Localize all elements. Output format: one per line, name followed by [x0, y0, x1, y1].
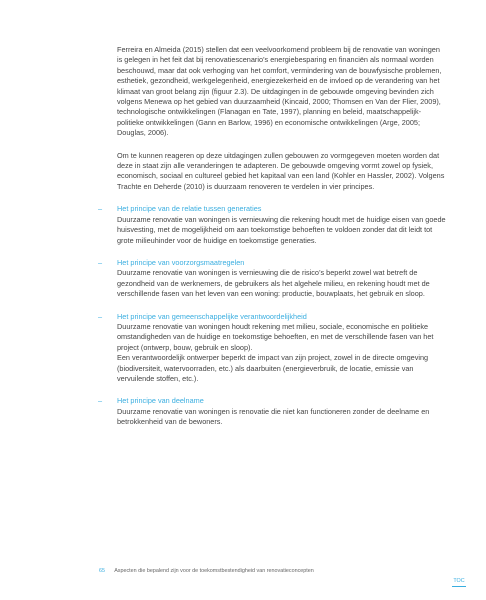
- dash-bullet: –: [98, 204, 103, 214]
- principle-body: Duurzame renovatie van woningen is vernieuwing die de risico’s beperkt zowel wat betreft de gezondheid van de werknemers, de gebruikers als het algehele milieu, en rekening houdt met de verschillende fasen van het leven van een woning: productie, bouwplaats, het gebruik en sloop.: [117, 268, 430, 299]
- dash-bullet: –: [98, 257, 103, 267]
- dash-bullet: –: [98, 396, 103, 406]
- page-footer: [99, 567, 314, 575]
- principle-heading: Het principe van voorzorgsmaatregelen: [117, 257, 245, 267]
- paragraph: Om te kunnen reageren op deze uitdagingen zullen gebouwen zo vormgegeven moeten worden dat deze in staat zijn alle veranderingen te adapteren. De gebouwde omgeving vormt zowel op fysiek, economisch, sociaal en cultureel gebied het kapitaal van een land (Kohler en Hassler, 2002). Volgens Trachte en Deherde (2010) is duurzaam renoveren te verdelen in vier principes.: [117, 150, 445, 191]
- chapter-title: Aspecten die bepalend zijn voor de toekomstbestendigheid van renovatieconcepten: [114, 568, 314, 574]
- toc-label: TOC: [453, 578, 465, 584]
- page-number: 65: [99, 568, 105, 574]
- toc-link[interactable]: [452, 578, 466, 587]
- principle-body: Duurzame renovatie van woningen is vernieuwing die rekening houdt met de huidige eisen van goede huisvesting, met de mogelijkheid om aan toekomstige behoeften te voldoen zonder dat dit leidt tot grote milieuhinder voor de huidige en toekomstige generaties.: [117, 214, 446, 245]
- principle-heading: Het principe van gemeenschappelijke verantwoordelijkheid: [117, 311, 307, 321]
- principle-heading: Het principe van deelname: [117, 396, 204, 406]
- main-text: [98, 45, 447, 440]
- dash-bullet: –: [98, 311, 103, 321]
- principle-item: [98, 396, 447, 427]
- paragraph: Ferreira en Almeida (2015) stellen dat een veelvoorkomend probleem bij de renovatie van woningen is gelegen in het feit dat bij renovatiescenario’s energiebesparing en financiën als normaal worden beschouwd, maar dat ook verhoging van het comfort, vermindering van de bouwfysische problemen, esthetiek, gezondheid, werkgelegenheid, energiezekerheid en de invloed op de verandering van het klimaat van groot belang zijn (figuur 2.3). De uitdagingen in de gebouwde omgeving bevinden zich volgens Menewa op het gebied van duurzaamheid (Kincaid, 2000; Thomsen en Van der Flier, 2009), technologische ontwikkelingen (Flanagan en Tate, 1997), planning en beleid, maatschappelijk-politieke ontwikkelingen (Gann en Barlow, 1996) en economische ontwikkelingen (Arge, 2005; Douglas, 2006).: [117, 45, 442, 138]
- principle-body: Duurzame renovatie van woningen houdt rekening met milieu, sociale, economische en politieke omstandigheden van de huidige en toekomstige behoeften, en met de verschillende fasen van het project (ontwerp, bouw, gebruik en sloop).: [117, 321, 434, 352]
- principle-item: [98, 204, 447, 246]
- principle-body: Duurzame renovatie van woningen is renovatie die niet kan functioneren zonder de deelname en betrokkenheid van de bewoners.: [117, 406, 430, 427]
- toc-underline: [452, 586, 466, 587]
- principle-item: [98, 311, 447, 385]
- principle-heading: Het principe van de relatie tussen generaties: [117, 204, 262, 214]
- principle-item: [98, 257, 447, 300]
- principle-body-continued: Een verantwoordelijk ontwerper beperkt de impact van zijn project, zowel in de directe omgeving (biodiversiteit, watervoorraden, etc.) als daarbuiten (energieverbruik, de locatie, emissie van vervuilende stoffen, etc.).: [117, 353, 429, 383]
